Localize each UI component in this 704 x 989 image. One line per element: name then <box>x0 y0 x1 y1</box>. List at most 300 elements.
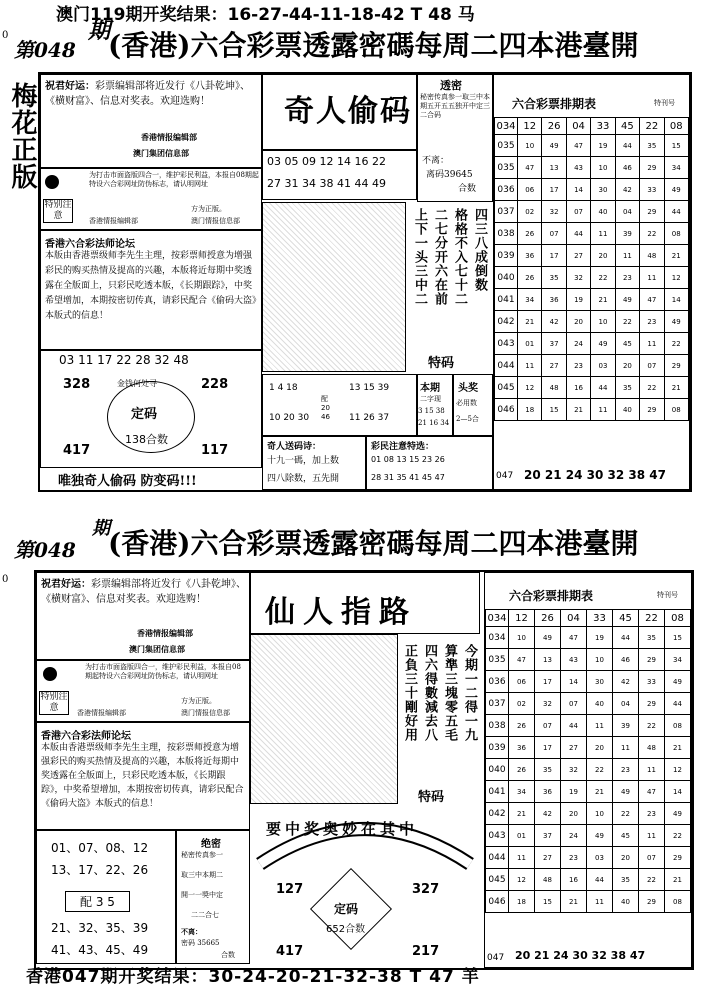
qiren-title: 奇人偷码 <box>284 94 412 129</box>
schedule-issue-cell: 036 <box>495 179 518 201</box>
poem-col-4: 上下一头三中二 <box>412 208 427 306</box>
poem-col-3: 二七分开六在前 <box>432 208 447 306</box>
schedule-number-cell: 29 <box>639 649 665 671</box>
schedule-last-values: 20 21 24 30 32 38 47 <box>524 468 666 482</box>
schedule-number-cell: 07 <box>561 693 587 715</box>
dingma-left-top: 328 <box>63 377 91 392</box>
schedule-number-cell: 49 <box>664 179 688 201</box>
schedule-number-cell: 26 <box>509 715 535 737</box>
schedule-number-cell: 42 <box>542 311 566 333</box>
schedule-issue-cell: 046 <box>486 891 509 913</box>
schedule-row <box>495 399 689 421</box>
schedule-number-cell: 23 <box>639 803 665 825</box>
schedule-number-cell: 10 <box>591 311 615 333</box>
schedule-number-cell: 18 <box>518 399 542 421</box>
schedule-number-cell: 48 <box>639 737 665 759</box>
schedule-number-cell: 47 <box>561 627 587 649</box>
side-title-meihua: 梅花正版 <box>7 82 37 190</box>
schedule-number-cell: 11 <box>587 715 613 737</box>
hk-result-footer: 香港047期开奖结果：30-24-20-21-32-38 T 47 羊 <box>26 967 480 987</box>
schedule-number-cell: 17 <box>535 737 561 759</box>
schedule-issue-cell: 036 <box>486 671 509 693</box>
schedule-number-cell: 49 <box>587 825 613 847</box>
touma-buli: 不离： <box>422 156 450 166</box>
schedule-issue-cell: 038 <box>495 223 518 245</box>
schedule-number-cell: 14 <box>664 289 688 311</box>
schedule-number-cell: 22 <box>640 377 664 399</box>
xianren-title: 仙人指路 <box>265 595 417 630</box>
forum-box <box>36 722 250 830</box>
schedule-number-cell: 47 <box>639 781 665 803</box>
schedule-number-cell: 07 <box>535 715 561 737</box>
schedule-number-cell: 32 <box>561 759 587 781</box>
main-title: (香港)六合彩票透露密碼每周二四本港臺開 <box>108 527 639 560</box>
schedule-issue-cell: 037 <box>495 201 518 223</box>
greeting-text: 彩票编辑部将近发行《八卦乾坤》、《横财富》、信息对奖表。欢迎选购！ <box>45 81 250 107</box>
schedule-issue-cell: 045 <box>495 377 518 399</box>
triple-mid: 配 20 46 <box>321 395 330 421</box>
jue-l2: 取三中本期二 <box>181 871 223 879</box>
schedule-number-cell: 48 <box>640 245 664 267</box>
schedule-issue-cell: 044 <box>486 847 509 869</box>
schedule-number-cell: 40 <box>615 399 639 421</box>
jue-l1: 秘密传真参一 <box>181 851 223 859</box>
schedule-number-cell: 07 <box>566 201 590 223</box>
schedule-number-cell: 07 <box>639 847 665 869</box>
schedule-number-cell: 47 <box>509 649 535 671</box>
schedule-number-cell: 40 <box>591 201 615 223</box>
poem-col-1: 今期一二得一九 <box>462 644 477 742</box>
schedule-number-cell: 35 <box>613 869 639 891</box>
schedule-number-cell: 01 <box>518 333 542 355</box>
schedule-number-cell: 33 <box>640 179 664 201</box>
schedule-number-cell: 11 <box>591 223 615 245</box>
schedule-number-cell: 27 <box>561 737 587 759</box>
qiren-title-box <box>262 74 417 150</box>
schedule-number-cell: 29 <box>640 157 664 179</box>
schedule-number-cell: 21 <box>665 737 691 759</box>
poem-col-2: 算準三塊零五毛 <box>442 644 457 742</box>
schedule-table <box>485 609 691 913</box>
schedule-number-cell: 21 <box>587 781 613 803</box>
toujiang-l2: 2—5合 <box>456 415 479 423</box>
touma-title: 透密 <box>440 79 462 92</box>
page-mark-zero: 0 <box>2 30 9 41</box>
greeting-text: 彩票编辑部将近发行《八卦乾坤》、《横财富》、信息对奖表。欢迎选购！ <box>41 579 246 605</box>
bomb-icon <box>43 667 57 681</box>
schedule-number-cell: 29 <box>639 693 665 715</box>
schedule-number-cell: 21 <box>561 891 587 913</box>
schedule-row <box>495 355 689 377</box>
schedule-number-cell: 21 <box>665 869 691 891</box>
schedule-issue-cell: 045 <box>486 869 509 891</box>
issue-suffix: 期 <box>88 18 111 44</box>
schedule-number-cell: 32 <box>566 267 590 289</box>
schedule-number-cell: 34 <box>518 289 542 311</box>
notice-sign-left: 香港情报编辑部 <box>89 217 138 225</box>
greeting-box <box>36 572 250 660</box>
schedule-last-label: 047 <box>487 953 505 963</box>
forum-heading: 香港六合彩法师论坛 <box>45 239 135 250</box>
schedule-number-cell: 18 <box>509 891 535 913</box>
schedule-number-cell: 37 <box>535 825 561 847</box>
schedule-row <box>495 245 689 267</box>
notice-label: 特别注意 <box>40 692 68 713</box>
schedule-number-cell: 12 <box>664 267 688 289</box>
schedule-number-cell: 06 <box>518 179 542 201</box>
schedule-number-cell: 29 <box>664 355 688 377</box>
schedule-number-cell: 22 <box>639 715 665 737</box>
qiren-send-l1: 十九一碼，加上数 <box>267 456 340 466</box>
benqi-l2: 3 15 38 <box>418 407 445 415</box>
schedule-number-cell: 43 <box>566 157 590 179</box>
schedule-number-cell: 44 <box>664 201 688 223</box>
schedule-number-cell: 26 <box>518 267 542 289</box>
dingma-right-top: 228 <box>201 377 229 392</box>
schedule-head-cell: 26 <box>542 118 566 135</box>
schedule-number-cell: 47 <box>640 289 664 311</box>
schedule-number-cell: 35 <box>535 759 561 781</box>
schedule-number-cell: 23 <box>613 759 639 781</box>
schedule-issue-cell: 042 <box>495 311 518 333</box>
dingma-left-bottom: 417 <box>63 443 91 458</box>
macau-result-header: 澳门119期开奖结果：16-27-44-11-18-42 T 48 马 <box>56 5 475 25</box>
dingma-left-top: 127 <box>276 882 304 897</box>
benqi-l3: 21 16 34 <box>418 419 450 427</box>
poem-col-4: 正負三十剛好用 <box>402 644 417 742</box>
schedule-number-cell: 42 <box>535 803 561 825</box>
schedule-number-cell: 02 <box>509 693 535 715</box>
schedule-number-cell: 11 <box>640 267 664 289</box>
schedule-row <box>495 377 689 399</box>
schedule-number-cell: 35 <box>640 135 664 157</box>
jue-title: 绝密 <box>201 839 221 850</box>
schedule-row <box>486 759 691 781</box>
schedule-number-cell: 32 <box>535 693 561 715</box>
schedule-issue-cell: 037 <box>486 693 509 715</box>
schedule-number-cell: 34 <box>509 781 535 803</box>
schedule-number-cell: 19 <box>587 627 613 649</box>
schedule-row <box>486 825 691 847</box>
schedule-number-cell: 14 <box>665 781 691 803</box>
schedule-number-cell: 08 <box>664 223 688 245</box>
greeting-heading: 祝君好运： <box>45 81 95 92</box>
bomb-icon <box>45 175 59 189</box>
schedule-number-cell: 14 <box>566 179 590 201</box>
schedule-issue-cell: 044 <box>495 355 518 377</box>
schedule-number-cell: 39 <box>615 223 639 245</box>
caimin-box <box>366 436 493 490</box>
schedule-number-cell: 20 <box>587 737 613 759</box>
schedule-number-cell: 49 <box>535 627 561 649</box>
banner-arc <box>250 804 480 874</box>
jue-mima: 密码 35665 <box>181 939 220 947</box>
schedule-number-cell: 13 <box>535 649 561 671</box>
schedule-number-cell: 11 <box>639 825 665 847</box>
triple-box <box>262 374 417 436</box>
touma-text: 秘密传真参一取三中本期五开五五独开中定三二合码 <box>420 93 490 119</box>
schedule-number-cell: 04 <box>613 693 639 715</box>
issue-number: 第048 <box>14 538 76 562</box>
dingma-label: 定码 <box>131 407 158 422</box>
schedule-number-cell: 22 <box>591 267 615 289</box>
schedule-number-cell: 10 <box>587 649 613 671</box>
schedule-row <box>486 803 691 825</box>
qiren-send-title: 奇人送码诗： <box>267 442 322 452</box>
schedule-number-cell: 44 <box>566 223 590 245</box>
schedule-header-row <box>486 610 691 627</box>
schedule-row <box>495 201 689 223</box>
schedule-number-cell: 27 <box>566 245 590 267</box>
schedule-number-cell: 49 <box>613 781 639 803</box>
schedule-number-cell: 42 <box>613 671 639 693</box>
qiren-send-box <box>262 436 366 490</box>
schedule-table <box>494 117 689 421</box>
schedule-number-cell: 08 <box>664 399 688 421</box>
schedule-number-cell: 10 <box>587 803 613 825</box>
notice-box <box>40 168 262 230</box>
schedule-number-cell: 08 <box>665 891 691 913</box>
schedule-row <box>495 333 689 355</box>
greeting-heading: 祝君好运： <box>41 579 91 590</box>
jue-box <box>176 830 250 964</box>
schedule-row <box>486 627 691 649</box>
schedule-head-cell: 08 <box>664 118 688 135</box>
triple-a2: 10 20 30 <box>269 413 310 423</box>
schedule-number-cell: 11 <box>591 399 615 421</box>
schedule-number-cell: 36 <box>542 289 566 311</box>
notice-sign-right-2: 澳门情报信息部 <box>181 709 230 717</box>
schedule-number-cell: 07 <box>640 355 664 377</box>
schedule-body <box>495 135 689 421</box>
benqi-title: 本期 <box>420 383 440 394</box>
dingma-right-bottom: 217 <box>412 944 440 959</box>
qiren-send-l2: 四八除数，五先開 <box>267 474 340 484</box>
schedule-number-cell: 12 <box>518 377 542 399</box>
schedule-number-cell: 19 <box>561 781 587 803</box>
schedule-number-cell: 07 <box>542 223 566 245</box>
greeting-sign-macau: 澳门集团信息部 <box>133 148 189 158</box>
schedule-body <box>486 627 691 913</box>
schedule-number-cell: 10 <box>518 135 542 157</box>
schedule-number-cell: 29 <box>640 201 664 223</box>
greeting-sign-macau: 澳门集团信息部 <box>129 644 185 654</box>
schedule-number-cell: 22 <box>587 759 613 781</box>
schedule-number-cell: 44 <box>587 869 613 891</box>
schedule-issue-cell: 041 <box>486 781 509 803</box>
schedule-issue-cell: 035 <box>495 135 518 157</box>
dingma-combo: 138合数 <box>125 433 168 446</box>
caimin-l2: 28 31 35 41 45 47 <box>371 473 445 482</box>
schedule-number-cell: 02 <box>518 201 542 223</box>
schedule-issue-cell: 035 <box>486 649 509 671</box>
nums-left-l1: 01、07、08、12 <box>51 841 149 855</box>
schedule-number-cell: 49 <box>615 289 639 311</box>
schedule-row <box>495 267 689 289</box>
schedule-issue-cell: 043 <box>486 825 509 847</box>
schedule-number-cell: 11 <box>640 333 664 355</box>
schedule-number-cell: 20 <box>615 355 639 377</box>
schedule-row <box>486 781 691 803</box>
schedule-number-cell: 34 <box>664 157 688 179</box>
schedule-issue-cell: 035 <box>495 157 518 179</box>
notice-sign-right-2: 澳门情报信息部 <box>191 217 240 225</box>
schedule-number-cell: 03 <box>587 847 613 869</box>
touma-box <box>417 74 493 202</box>
schedule-number-cell: 24 <box>566 333 590 355</box>
issue-number: 第048 <box>14 38 76 62</box>
schedule-row <box>495 311 689 333</box>
schedule-number-cell: 30 <box>587 671 613 693</box>
nums-left-l4: 41、43、45、49 <box>51 943 149 957</box>
schedule-issue-cell: 040 <box>495 267 518 289</box>
forum-box <box>40 230 262 350</box>
schedule-row <box>495 157 689 179</box>
forum-text: 本版由香港票级师李先生主理，按彩票师授意为增强彩民的购买热情及提高的兴趣，本版将近每期中奖透露在全版面上，只彩民吃透本版，《长期跟踪》，中奖希望增加，本期按密切传真，请彩民配合《偷码大盗》本版式的信息！ <box>45 251 257 321</box>
schedule-box <box>484 572 692 968</box>
dingma-label: 定码 <box>334 902 359 916</box>
schedule-number-cell: 22 <box>613 803 639 825</box>
schedule-issue-cell: 040 <box>486 759 509 781</box>
schedule-head-cell: 034 <box>486 610 509 627</box>
dingma-left-bottom: 417 <box>276 944 304 959</box>
schedule-number-cell: 11 <box>615 245 639 267</box>
schedule-number-cell: 35 <box>615 377 639 399</box>
schedule-issue-cell: 038 <box>486 715 509 737</box>
benqi-box <box>417 374 453 436</box>
schedule-number-cell: 49 <box>591 333 615 355</box>
schedule-number-cell: 34 <box>665 649 691 671</box>
schedule-box <box>493 74 690 490</box>
schedule-number-cell: 23 <box>561 847 587 869</box>
toujiang-box <box>453 374 493 436</box>
schedule-number-cell: 27 <box>535 847 561 869</box>
schedule-row <box>486 671 691 693</box>
schedule-number-cell: 21 <box>518 311 542 333</box>
notice-sign-left: 香港情报编辑部 <box>77 709 126 717</box>
schedule-number-cell: 45 <box>615 333 639 355</box>
poem-col-3: 四六得數減去八 <box>422 644 437 742</box>
schedule-number-cell: 48 <box>535 869 561 891</box>
schedule-number-cell: 20 <box>566 311 590 333</box>
schedule-number-cell: 23 <box>566 355 590 377</box>
schedule-number-cell: 22 <box>664 333 688 355</box>
schedule-number-cell: 15 <box>535 891 561 913</box>
schedule-number-cell: 29 <box>639 891 665 913</box>
schedule-number-cell: 11 <box>587 891 613 913</box>
schedule-number-cell: 15 <box>665 627 691 649</box>
schedule-number-cell: 24 <box>561 825 587 847</box>
schedule-issue-cell: 046 <box>495 399 518 421</box>
schedule-number-cell: 46 <box>615 157 639 179</box>
schedule-row <box>486 715 691 737</box>
schedule-head-cell: 33 <box>591 118 615 135</box>
schedule-number-cell: 16 <box>566 377 590 399</box>
notice-text: 为打击市面盗版四合一，维护彩民利益，本报自08期起特设六合彩网址防伪标志，请认明网址 <box>85 663 241 680</box>
schedule-row <box>486 693 691 715</box>
schedule-number-cell: 21 <box>664 377 688 399</box>
triple-b2: 11 26 37 <box>349 413 390 423</box>
schedule-number-cell: 11 <box>639 759 665 781</box>
schedule-number-cell: 27 <box>542 355 566 377</box>
schedule-number-cell: 44 <box>561 715 587 737</box>
schedule-number-cell: 29 <box>640 399 664 421</box>
schedule-number-cell: 10 <box>509 627 535 649</box>
schedule-issue-cell: 043 <box>495 333 518 355</box>
schedule-number-cell: 20 <box>591 245 615 267</box>
schedule-number-cell: 44 <box>665 693 691 715</box>
schedule-title: 六合彩票排期表 <box>512 97 597 111</box>
schedule-number-cell: 44 <box>613 627 639 649</box>
poem-col-2: 格格不入七十二 <box>452 208 467 306</box>
schedule-number-cell: 44 <box>615 135 639 157</box>
schedule-number-cell: 12 <box>509 869 535 891</box>
schedule-number-cell: 36 <box>535 781 561 803</box>
schedule-number-cell: 40 <box>587 693 613 715</box>
notice-box <box>36 660 250 722</box>
schedule-number-cell: 19 <box>566 289 590 311</box>
schedule-number-cell: 16 <box>561 869 587 891</box>
schedule-head-cell: 12 <box>518 118 542 135</box>
schedule-number-cell: 11 <box>613 737 639 759</box>
dingma-arc: 金钱何处寻 <box>117 379 157 388</box>
schedule-number-cell: 46 <box>613 649 639 671</box>
jue-heshu: 合数 <box>221 951 235 959</box>
schedule-number-cell: 21 <box>566 399 590 421</box>
schedule-number-cell: 21 <box>509 803 535 825</box>
slogan: 唯独奇人偷码 防变码!!! <box>58 474 197 489</box>
qiren-row-2: 27 31 34 38 41 44 49 <box>267 177 386 190</box>
schedule-number-cell: 19 <box>591 135 615 157</box>
schedule-number-cell: 49 <box>665 671 691 693</box>
schedule-number-cell: 13 <box>542 157 566 179</box>
schedule-number-cell: 45 <box>613 825 639 847</box>
forum-text: 本版由香港票级师李先生主理，按彩票师授意为增强彩民的购买热情及提高的兴趣，本版将近每期中奖透露在全版面上，只彩民吃透本版，《长期跟踪》，中奖希望增加，本期按密切传真，请彩民配合《偷码大盗》本版式的信息！ <box>41 743 244 809</box>
schedule-issue-cell: 034 <box>486 627 509 649</box>
nums-left-l3: 21、32、35、39 <box>51 921 149 935</box>
jue-buli: 不离： <box>181 927 202 936</box>
schedule-issue-cell: 041 <box>495 289 518 311</box>
schedule-last-values: 20 21 24 30 32 38 47 <box>515 949 646 962</box>
schedule-number-cell: 22 <box>640 223 664 245</box>
schedule-number-cell: 22 <box>665 825 691 847</box>
schedule-row <box>486 891 691 913</box>
schedule-number-cell: 17 <box>542 179 566 201</box>
schedule-number-cell: 47 <box>518 157 542 179</box>
notice-sign-right-1: 方为正版。 <box>181 697 216 705</box>
banner-text: 要中奖奥妙在其中 <box>266 820 419 838</box>
touma-heshu: 合数 <box>458 184 477 194</box>
schedule-number-cell: 08 <box>665 715 691 737</box>
qiren-numbers-box <box>262 150 417 200</box>
schedule-tag: 特刊号 <box>657 591 678 599</box>
schedule-title: 六合彩票排期表 <box>509 589 594 603</box>
main-title: (香港)六合彩票透露密碼每周二四本港臺開 <box>108 29 639 62</box>
schedule-number-cell: 21 <box>664 245 688 267</box>
schedule-row <box>495 223 689 245</box>
schedule-tag: 特刊号 <box>654 99 675 107</box>
greeting-sign-hk: 香港情报编辑部 <box>141 132 197 142</box>
schedule-number-cell: 20 <box>561 803 587 825</box>
jue-l4: 二二合七 <box>191 911 219 919</box>
caimin-l1: 01 08 13 15 23 26 <box>371 455 445 464</box>
schedule-row <box>486 649 691 671</box>
schedule-number-cell: 44 <box>591 377 615 399</box>
schedule-number-cell: 26 <box>518 223 542 245</box>
schedule-number-cell: 39 <box>613 715 639 737</box>
schedule-number-cell: 01 <box>509 825 535 847</box>
schedule-number-cell: 30 <box>591 179 615 201</box>
